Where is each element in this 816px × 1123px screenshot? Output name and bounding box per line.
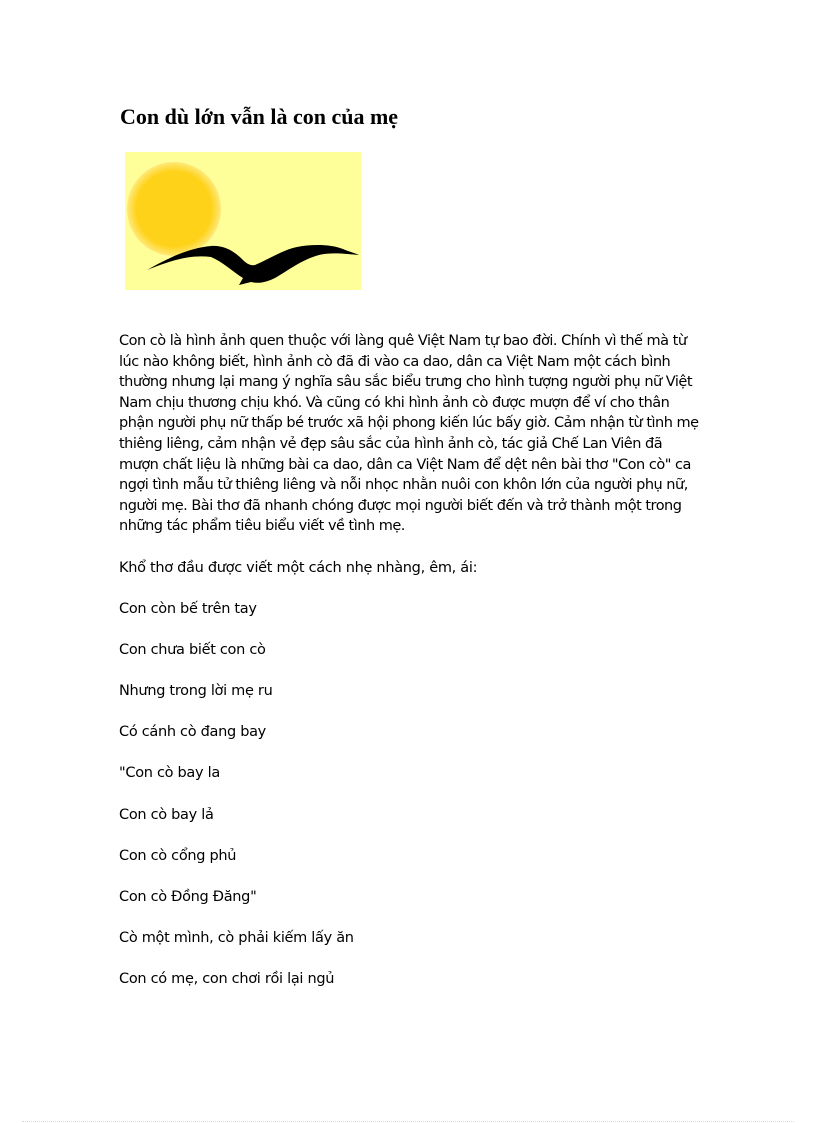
poem-line: Con cò Đồng Đăng" xyxy=(119,889,257,906)
poem-line: Con chưa biết con cò xyxy=(119,641,266,658)
document-title: Con dù lớn vẫn là con của mẹ xyxy=(120,104,399,129)
poem-line: Con còn bế trên tay xyxy=(119,600,257,617)
document-body xyxy=(119,331,709,990)
poem-line: Con có mẹ, con chơi rồi lại ngủ xyxy=(119,971,335,988)
poem-line: Có cánh cò đang bay xyxy=(119,724,266,741)
sunset-crane-icon xyxy=(125,152,361,290)
poem-line: Nhưng trong lời mẹ ru xyxy=(119,683,273,700)
poem-line: "Con cò bay la xyxy=(119,765,220,782)
poem-line: Cò một mình, cò phải kiếm lấy ăn xyxy=(119,930,354,947)
poem-line: Con cò cổng phủ xyxy=(119,847,237,864)
sun-shape xyxy=(127,162,221,256)
intro-paragraph: Con cò là hình ảnh quen thuộc với làng quê Việt Nam tự bao đời. Chính vì thế mà từ lúc nào không biết, hình ảnh cò đã đi vào ca dao, dân ca Việt Nam một cách bình thường nhưng lại mang ý nghĩa sâu sắc biểu trưng cho hình tượng người phụ nữ Việt Nam chịu thương chịu khó. Và cũng có khi hình ảnh cò được mượn để ví cho thân phận người phụ nữ thấp bé trước xã hội phong kiến lúc bấy giờ. Cảm nhận từ tình mẹ thiêng liêng, cảm nhận vẻ đẹp sâu sắc của hình ảnh cò, tác giả Chế Lan Viên đã mượn chất liệu là những bài ca dao, dân ca Việt Nam để dệt nên bài thơ "Con cò" ca ngợi tình mẫu tử thiêng liêng và nỗi nhọc nhằn nuôi con khôn lớn của người phụ nữ, người mẹ. Bài thơ đã nhanh chóng được mọi người biết đến và trở thành một trong những tác phẩm tiêu biểu viết về tình mẹ. xyxy=(119,333,699,535)
lead-in-line: Khổ thơ đầu được viết một cách nhẹ nhàng, êm, ái: xyxy=(119,559,478,576)
poem-line: Con cò bay lả xyxy=(119,806,214,823)
page-bottom-divider xyxy=(22,1121,794,1122)
